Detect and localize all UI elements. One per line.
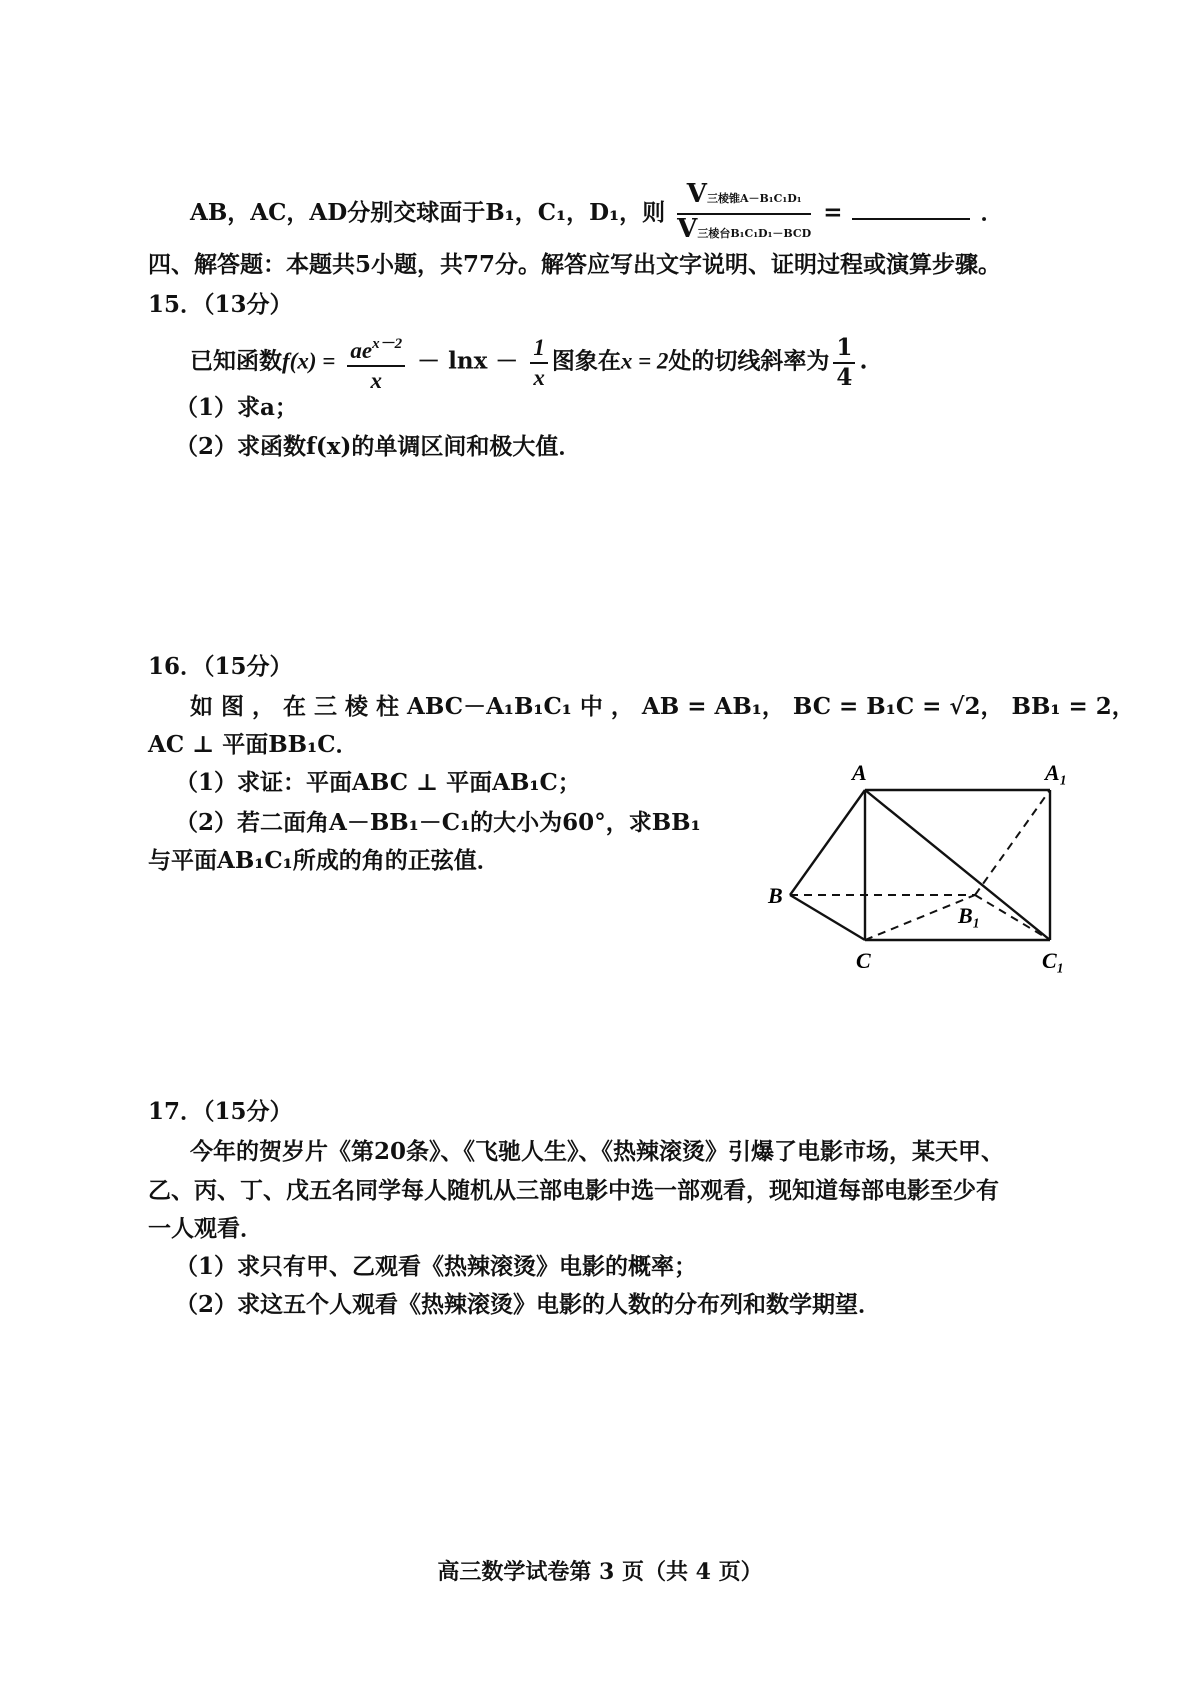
q16-part2a: （2）若二面角A－BB₁－C₁的大小为60°，求BB₁ [175,809,701,836]
q17-part1: （1）求只有甲、乙观看《热辣滚烫》电影的概率； [175,1253,698,1280]
label-C1: C₁ [1042,948,1065,973]
q16-part2b: 与平面AB₁C₁所成的角的正弦值． [148,847,500,874]
section-heading: 四、解答题：本题共5小题，共77分。解答应写出文字说明、证明过程或演算步骤。 [148,251,1002,278]
q14-text: AB，AC，AD分别交球面于B₁，C₁，D₁，则 [190,199,666,226]
q17-line3: 一人观看． [148,1215,263,1242]
label-A1: A₁ [1045,760,1068,785]
volume-ratio: $\frac{\text{V三棱锥A－B₁C₁D₁}}{\text{V三棱台B₁C₁D₁－BCD}}$ [677,179,812,244]
q17-part2: （2）求这五个人观看《热辣滚烫》电影的人数的分布列和数学期望． [175,1291,882,1318]
q16-line1: 如 图 ， 在 三 棱 柱 ABC－A₁B₁C₁ 中 ， AB = AB₁， BC = B₁C = √2， BB₁ = 2， [190,693,1135,720]
q15-stem: 已知函数f(x) = $\frac{ae^{x-2}}{x}$ － lnx － $\frac{1}{x}$ 图象在x = 2处的切线斜率为 $\frac{1}{4}$ . [190,330,867,395]
q15-part2: （2）求函数f(x)的单调区间和极大值． [175,433,582,460]
label-C: C [856,948,871,973]
page-footer: 高三数学试卷第 3 页（共 4 页） [437,1559,763,1585]
q17-line2: 乙、丙、丁、戊五名同学每人随机从三部电影中选一部观看，现知道每部电影至少有 [148,1177,999,1204]
q17-line1: 今年的贺岁片《第20条》、《飞驰人生》、《热辣滚烫》引爆了电影市场，某天甲、 [190,1138,1005,1165]
label-B1: B₁ [958,903,981,928]
label-B: B [768,883,783,908]
q16-part1: （1）求证：平面ABC ⊥ 平面AB₁C； [175,769,581,796]
answer-blank [852,196,970,220]
prism-figure [760,760,1080,990]
q16-line2: AC ⊥ 平面BB₁C． [148,731,359,758]
q17-number: 17．（15分） [148,1098,293,1125]
q15-part1: （1）求a； [175,394,298,421]
q14-tail: AB，AC，AD分别交球面于B₁，C₁，D₁，则 $\frac{\text{V三棱锥A－B₁C₁D₁}}{\text{V三棱台B₁C₁D₁－BCD}}$ = ． [190,180,1003,248]
q15-number: 15．（13分） [148,291,293,318]
label-A: A [852,760,867,785]
q16-number: 16．（15分） [148,653,293,680]
